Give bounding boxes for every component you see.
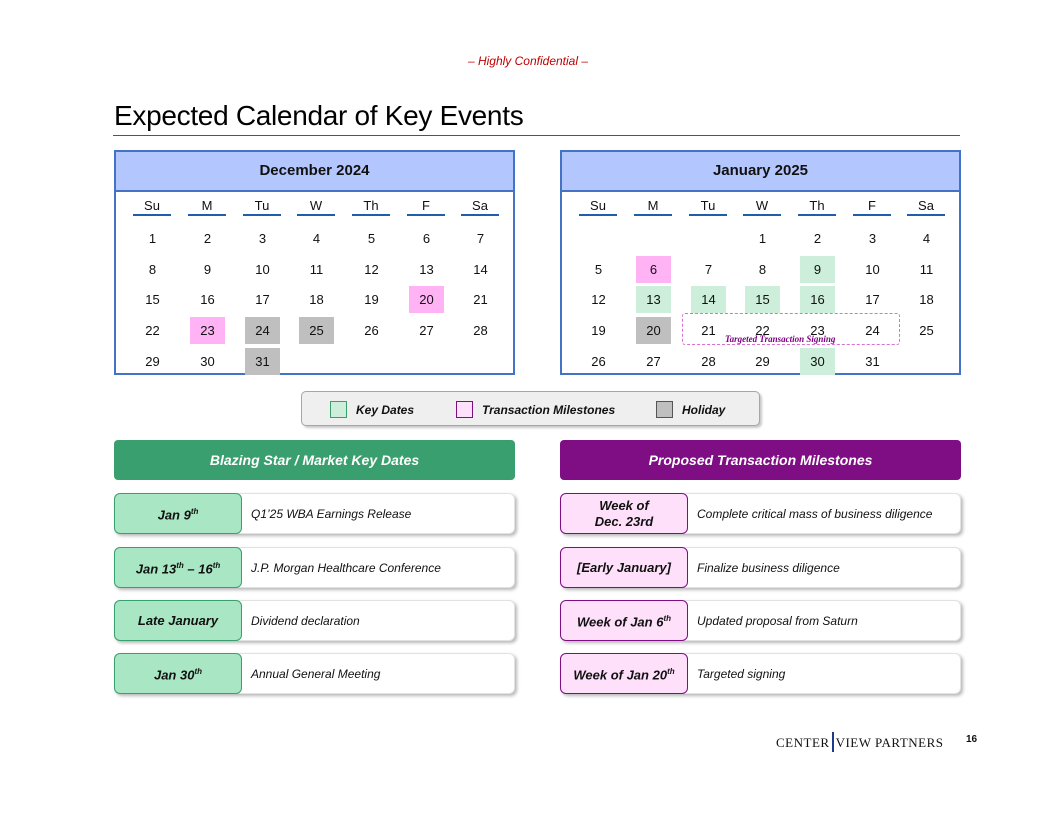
milestone-row <box>560 653 961 694</box>
calendar-day: 12 <box>591 292 606 307</box>
calendar-day: 5 <box>367 231 376 246</box>
calendar-day: 31 <box>865 354 880 369</box>
calendar-december <box>114 150 515 375</box>
calendar-day: 1 <box>148 231 157 246</box>
calendar-day: 24 <box>245 317 280 344</box>
calendar-day: 2 <box>203 231 212 246</box>
weekday-tu: Tu <box>243 198 281 216</box>
calendar-day: 21 <box>473 292 488 307</box>
calendar-day: 3 <box>258 231 267 246</box>
calendar-day: 20 <box>409 286 444 313</box>
calendar-day: 12 <box>364 262 379 277</box>
calendar-january <box>560 150 961 375</box>
legend-key-dates <box>330 401 414 418</box>
weekday-m: M <box>634 198 672 216</box>
milestone-label: [Early January] <box>560 547 688 588</box>
weekday-su: Su <box>133 198 171 216</box>
calendar-day: 29 <box>755 354 770 369</box>
calendar-day: 30 <box>200 354 215 369</box>
calendar-day: 11 <box>309 262 324 277</box>
targeted-signing-label: Targeted Transaction Signing <box>725 334 836 344</box>
weekday-f: F <box>407 198 445 216</box>
calendar-day: 23 <box>190 317 225 344</box>
legend-transaction-milestones-label: Transaction Milestones <box>482 402 616 417</box>
calendar-day: 18 <box>309 292 324 307</box>
calendar-day: 22 <box>145 323 160 338</box>
legend-key-dates-label: Key Dates <box>356 402 415 417</box>
milestone-row <box>560 547 961 588</box>
milestone-description: Finalize business diligence <box>697 561 840 575</box>
transaction-milestones-header: Proposed Transaction Milestones <box>560 440 961 480</box>
calendar-day: 17 <box>255 292 270 307</box>
key-date-description: J.P. Morgan Healthcare Conference <box>251 561 441 575</box>
calendar-day: 10 <box>255 262 270 277</box>
calendar-day: 26 <box>364 323 379 338</box>
calendar-day: 22 <box>755 323 770 338</box>
transaction-milestones-swatch <box>456 401 473 418</box>
calendar-day: 20 <box>636 317 671 344</box>
key-date-label: Late January <box>114 600 242 641</box>
page-number: 16 <box>966 734 978 745</box>
legend <box>301 391 760 426</box>
calendar-day: 27 <box>419 323 434 338</box>
calendar-day: 15 <box>745 286 780 313</box>
key-date-row <box>114 547 515 588</box>
calendar-day: 6 <box>422 231 431 246</box>
calendar-day: 4 <box>312 231 321 246</box>
weekday-sa: Sa <box>907 198 945 216</box>
milestone-label: Week of Jan 6th <box>560 600 688 641</box>
calendar-day: 8 <box>758 262 767 277</box>
milestone-row <box>560 600 961 641</box>
key-date-row <box>114 600 515 641</box>
calendar-day: 14 <box>473 262 488 277</box>
weekday-header-row <box>116 192 513 220</box>
weekday-sa: Sa <box>461 198 499 216</box>
calendar-day: 7 <box>704 262 713 277</box>
calendar-day: 1 <box>758 231 767 246</box>
calendar-day: 16 <box>200 292 215 307</box>
calendar-day: 2 <box>813 231 822 246</box>
calendar-day: 26 <box>591 354 606 369</box>
milestone-label: Week of Jan 20th <box>560 653 688 694</box>
key-date-label: Jan 9th <box>114 493 242 534</box>
calendar-day: 9 <box>800 256 835 283</box>
title-divider <box>113 135 960 136</box>
calendar-day: 13 <box>636 286 671 313</box>
key-date-label: Jan 30th <box>114 653 242 694</box>
weekday-header-row <box>562 192 959 220</box>
calendar-day: 7 <box>476 231 485 246</box>
calendar-day: 19 <box>591 323 606 338</box>
calendar-day: 8 <box>148 262 157 277</box>
calendar-day: 11 <box>919 262 934 277</box>
weekday-f: F <box>853 198 891 216</box>
page-title: Expected Calendar of Key Events <box>114 100 524 131</box>
weekday-w: W <box>297 198 335 216</box>
calendar-day: 4 <box>922 231 931 246</box>
milestone-description: Updated proposal from Saturn <box>697 614 858 628</box>
milestone-label: Week of Dec. 23rd <box>560 493 688 534</box>
calendar-day: 25 <box>919 323 934 338</box>
milestone-description: Complete critical mass of business diligence <box>697 507 933 521</box>
calendar-december-title: December 2024 <box>116 152 513 192</box>
calendar-day: 5 <box>594 262 603 277</box>
weekday-th: Th <box>352 198 390 216</box>
calendar-day: 18 <box>919 292 934 307</box>
key-date-label: Jan 13th – 16th <box>114 547 242 588</box>
calendar-day: 31 <box>245 348 280 375</box>
calendar-day: 29 <box>145 354 160 369</box>
calendar-day: 27 <box>646 354 661 369</box>
calendar-day: 21 <box>701 323 716 338</box>
calendar-day: 23 <box>810 323 825 338</box>
market-key-dates-header: Blazing Star / Market Key Dates <box>114 440 515 480</box>
calendar-day: 16 <box>800 286 835 313</box>
weekday-th: Th <box>798 198 836 216</box>
legend-holiday <box>656 401 725 418</box>
calendar-day: 19 <box>364 292 379 307</box>
milestone-description: Targeted signing <box>697 667 786 681</box>
legend-transaction-milestones <box>456 401 615 418</box>
key-date-row <box>114 653 515 694</box>
calendar-day: 25 <box>299 317 334 344</box>
calendar-day: 28 <box>473 323 488 338</box>
weekday-su: Su <box>579 198 617 216</box>
calendar-day: 15 <box>145 292 160 307</box>
calendar-day: 14 <box>691 286 726 313</box>
key-date-row <box>114 493 515 534</box>
weekday-m: M <box>188 198 226 216</box>
legend-holiday-label: Holiday <box>682 402 726 417</box>
calendar-day: 28 <box>701 354 716 369</box>
key-date-description: Dividend declaration <box>251 614 360 628</box>
calendar-day: 9 <box>203 262 212 277</box>
company-logo: CENTER VIEW PARTNERS <box>776 732 944 752</box>
confidential-banner: – Highly Confidential – <box>467 54 589 68</box>
weekday-tu: Tu <box>689 198 727 216</box>
key-dates-swatch <box>330 401 347 418</box>
holiday-swatch <box>656 401 673 418</box>
calendar-day: 6 <box>636 256 671 283</box>
calendar-january-title: January 2025 <box>562 152 959 192</box>
calendar-day: 24 <box>865 323 880 338</box>
weekday-w: W <box>743 198 781 216</box>
calendar-day: 10 <box>865 262 880 277</box>
key-date-description: Annual General Meeting <box>251 667 381 681</box>
calendar-day: 17 <box>865 292 880 307</box>
calendar-day: 13 <box>419 262 434 277</box>
key-date-description: Q1’25 WBA Earnings Release <box>251 507 412 521</box>
calendar-day: 3 <box>868 231 877 246</box>
milestone-row <box>560 493 961 534</box>
calendar-day: 30 <box>800 348 835 375</box>
